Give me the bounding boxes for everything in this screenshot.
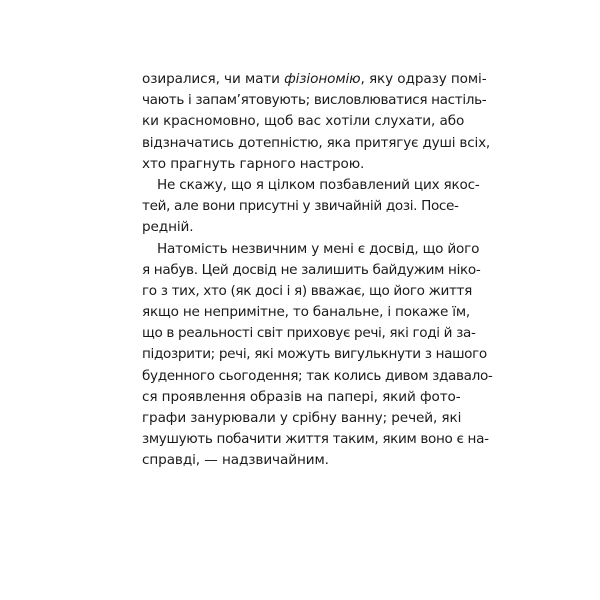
- text-line: буденного сьогодення; так колись дивом здавало-: [142, 367, 493, 384]
- text-line: якщо не непримітне, то банальне, і покаже їм,: [142, 304, 471, 321]
- text-line: редній.: [142, 219, 194, 236]
- text-line: справді, — надзвичайним.: [142, 452, 329, 469]
- text-line: ки красномовно, щоб вас хотіли слухати, або: [142, 113, 465, 130]
- paragraph-2: [142, 175, 480, 239]
- paragraph-1: [142, 69, 491, 175]
- paragraph-3: [142, 239, 493, 472]
- text-line: підозрити; речі, які можуть вигулькнути з нашого: [142, 346, 487, 363]
- text-line: графи занурювали у срібну ванну; речей, які: [142, 410, 462, 426]
- text-line: ся проявлення образів на папері, який фото-: [142, 388, 461, 405]
- text-line: що в реальності світ приховує речі, які годі й за-: [142, 325, 476, 342]
- text-line: озиралися, чи мати фізіономію, яку одразу помі-: [142, 71, 487, 87]
- text-line: тей, але вони присутні у звичайній дозі. Посе-: [142, 198, 459, 215]
- text-line: хто прагнуть гарного настрою.: [142, 155, 365, 172]
- text-line: Натомість незвичним у мені є досвід, що його: [157, 240, 480, 257]
- text-line: відзначатись дотепністю, яка притягує душі всіх,: [142, 134, 491, 151]
- body-text: [142, 69, 493, 472]
- italic-word: фізіономію: [284, 71, 361, 87]
- text-line: я набув. Цей досвід не залишить байдужим ніко-: [142, 261, 481, 278]
- text-line: змушують побачити життя таким, яким воно є на-: [142, 431, 489, 448]
- text-line: го з тих, хто (як досі і я) вважає, що його життя: [142, 282, 472, 299]
- text-line: Не скажу, що я цілком позбавлений цих якос-: [157, 176, 480, 193]
- text-line: чають і запам’ятовують; висловлюватися настіль-: [142, 92, 487, 109]
